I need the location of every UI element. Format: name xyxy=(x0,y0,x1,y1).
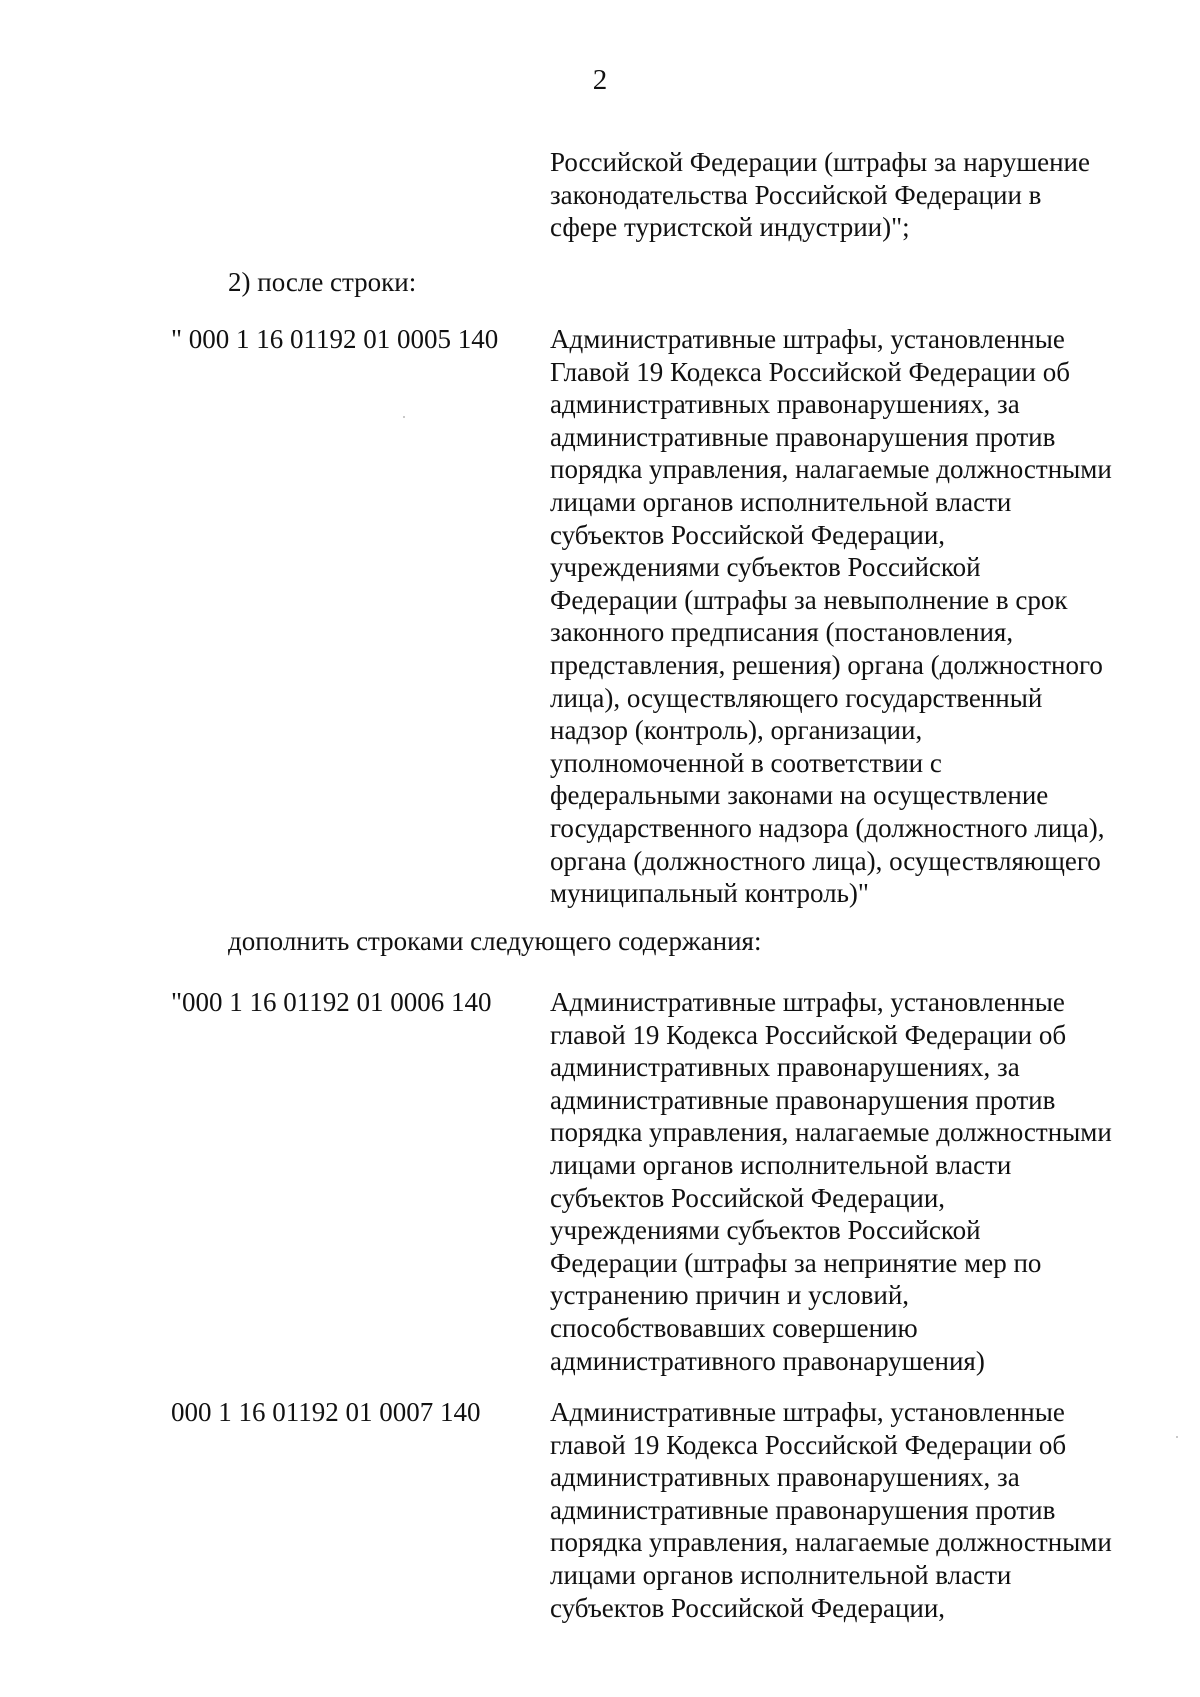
row-new-2-code: 000 1 16 01192 01 0007 140 xyxy=(171,1397,481,1427)
row-new-1-code: "000 1 16 01192 01 0006 140 xyxy=(171,987,492,1017)
paragraph-after-row: 2) после строки: xyxy=(228,267,417,297)
row-existing-code: " 000 1 16 01192 01 0005 140 xyxy=(171,324,499,354)
row-new-1-text: Административные штрафы, установленные главой 19 Кодекса Российской Федерации об административных правонарушениях, за административные правонарушения против порядка управления, налагаемые должностными лицами органов исполнительной власти субъектов Российской Федерации, учреждениями субъектов Российской Федерации (штрафы за непринятие мер по устранению причин и условий, способствовавших совершению административного правонарушения) xyxy=(550,987,1112,1376)
row-existing-text: Административные штрафы, установленные Главой 19 Кодекса Российской Федерации об административных правонарушениях, за административные правонарушения против порядка управления, налагаемые должностными лицами органов исполнительной власти субъектов Российской Федерации, учреждениями субъектов Российской Федерации (штрафы за невыполнение в срок законного предписания (постановления, представления, решения) органа (должностного лица), осуществляющего государственный надзор (контроль), организации, уполномоченной в соответствии с федеральными законами на осуществление государственного надзора (должностного лица), органа (должностного лица), осуществляющего муниципальный контроль)" xyxy=(550,324,1112,909)
scan-speck xyxy=(403,416,405,418)
scan-speck xyxy=(1176,1436,1178,1438)
continuation-text: Российской Федерации (штрафы за нарушение законодательства Российской Федерации в сфере туристской индустрии)"; xyxy=(550,147,1090,243)
paragraph-supplement: дополнить строками следующего содержания: xyxy=(228,926,762,956)
row-new-2-text: Административные штрафы, установленные главой 19 Кодекса Российской Федерации об административных правонарушениях, за административные правонарушения против порядка управления, налагаемые должностными лицами органов исполнительной власти субъектов Российской Федерации, xyxy=(550,1397,1112,1623)
page-number: 2 xyxy=(592,64,608,96)
